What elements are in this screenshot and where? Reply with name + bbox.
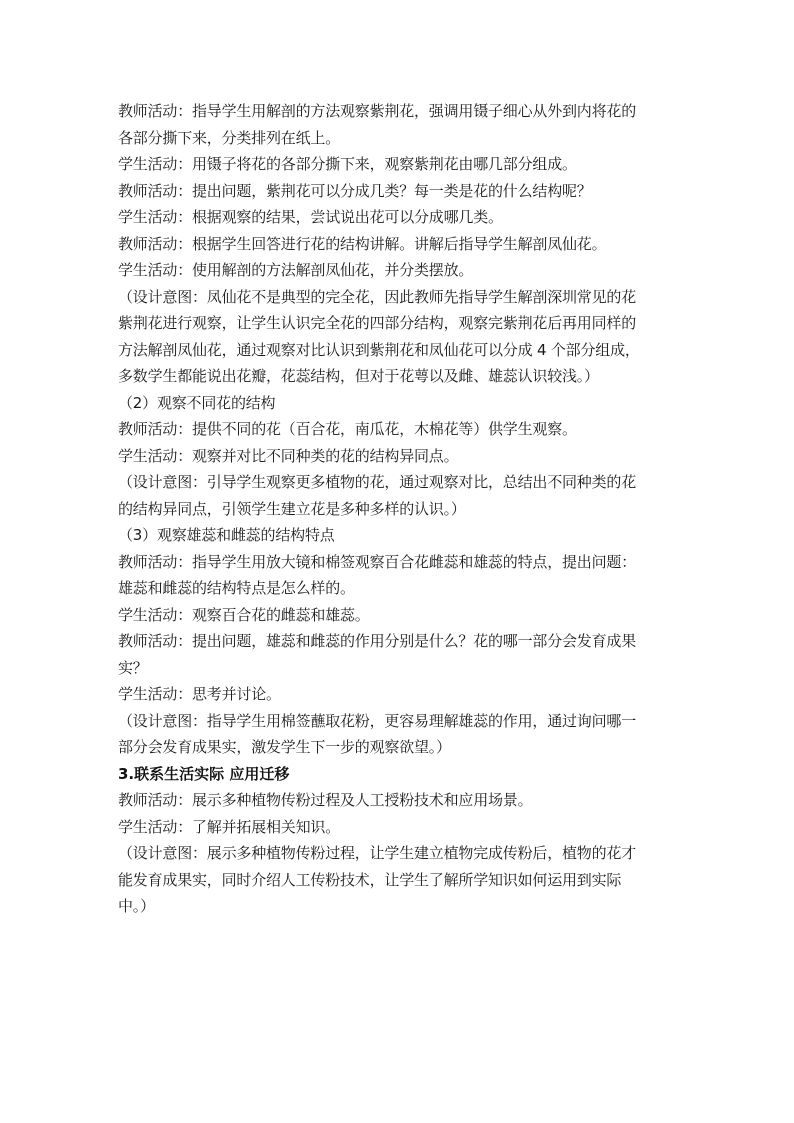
paragraph xyxy=(118,469,688,522)
document-body xyxy=(118,98,688,920)
section-heading: 3.联系生活实际 应用迁移 xyxy=(118,764,290,783)
text-line: 各部分撕下来，分类排列在纸上。 xyxy=(118,128,341,147)
text-line: 教师活动：提出问题，雄蕊和雌蕊的作用分别是什么？花的哪一部分会发育成果 xyxy=(118,632,637,650)
paragraph xyxy=(118,681,688,708)
text-line: 教师活动：指导学生用解剖的方法观察紫荆花，强调用镊子细心从外到内将花的 xyxy=(118,102,637,120)
paragraph xyxy=(118,151,688,178)
text-line: 学生活动：观察百合花的雌蕊和雄蕊。 xyxy=(118,605,370,624)
paragraph xyxy=(118,231,688,258)
text-line: 实？ xyxy=(118,658,148,677)
text-line: 多数学生都能说出花瓣，花蕊结构，但对于花萼以及雌、雄蕊认识较浅。） xyxy=(118,367,599,385)
paragraph xyxy=(118,98,688,151)
text-line: （设计意图：凤仙花不是典型的完全花，因此教师先指导学生解剖深圳常见的花 xyxy=(118,287,637,306)
paragraph xyxy=(118,443,688,470)
text-line: （3）观察雄蕊和雌蕊的结构特点 xyxy=(118,526,335,544)
paragraph xyxy=(118,257,688,284)
text-line: 学生活动：用镊子将花的各部分撕下来，观察紫荆花由哪几部分组成。 xyxy=(118,155,577,173)
paragraph xyxy=(118,522,688,549)
text-line: 学生活动：使用解剖的方法解剖凤仙花，并分类摆放。 xyxy=(118,261,474,279)
text-line: 雄蕊和雌蕊的结构特点是怎么样的。 xyxy=(118,579,355,597)
text-line: 学生活动：了解并拓展相关知识。 xyxy=(118,817,341,836)
paragraph xyxy=(118,178,688,205)
text-line: 学生活动：观察并对比不同种类的花的结构异同点。 xyxy=(118,446,459,465)
text-line: 教师活动：根据学生回答进行花的结构讲解。讲解后指导学生解剖凤仙花。 xyxy=(118,234,607,253)
paragraph xyxy=(118,840,688,920)
paragraph xyxy=(118,390,688,417)
text-line: （2）观察不同花的结构 xyxy=(118,393,276,412)
text-line: 能发育成果实，同时介绍人工传粉技术，让学生了解所学知识如何运用到实际 xyxy=(118,870,622,889)
text-line: 教师活动：提出问题，紫荆花可以分成几类？每一类是花的什么结构呢？ xyxy=(118,181,592,200)
text-line: 的结构异同点，引领学生建立花是多种多样的认识。） xyxy=(118,499,466,518)
text-line: （设计意图：引导学生观察更多植物的花，通过观察对比，总结出不同种类的花 xyxy=(118,473,637,491)
text-line: 教师活动：指导学生用放大镜和棉签观察百合花雌蕊和雄蕊的特点，提出问题： xyxy=(118,552,637,571)
paragraph xyxy=(118,628,688,681)
text-line: 中。） xyxy=(118,897,155,915)
text-line: 学生活动：根据观察的结果，尝试说出花可以分成哪几类。 xyxy=(118,208,503,226)
paragraph xyxy=(118,549,688,602)
paragraph xyxy=(118,602,688,629)
paragraph xyxy=(118,416,688,443)
paragraph xyxy=(118,814,688,841)
paragraph xyxy=(118,284,688,390)
text-line: 部分会发育成果实，激发学生下一步的观察欲望。） xyxy=(118,738,451,756)
text-line: 学生活动：思考并讨论。 xyxy=(118,685,281,703)
text-line: （设计意图：指导学生用棉签蘸取花粉，更容易理解雄蕊的作用，通过询问哪一 xyxy=(118,711,637,730)
text-line: （设计意图：展示多种植物传粉过程，让学生建立植物完成传粉后，植物的花才 xyxy=(118,844,637,862)
paragraph xyxy=(118,204,688,231)
text-line: 教师活动：提供不同的花（百合花，南瓜花，木棉花等）供学生观察。 xyxy=(118,420,577,438)
text-line: 方法解剖凤仙花，通过观察对比认识到紫荆花和凤仙花可以分成 4 个部分组成， xyxy=(118,340,640,359)
text-line: 教师活动：展示多种植物传粉过程及人工授粉技术和应用场景。 xyxy=(118,791,533,809)
text-line: 紫荆花进行观察，让学生认识完全花的四部分结构，观察完紫荆花后再用同样的 xyxy=(118,314,637,332)
paragraph xyxy=(118,708,688,761)
paragraph xyxy=(118,787,688,814)
